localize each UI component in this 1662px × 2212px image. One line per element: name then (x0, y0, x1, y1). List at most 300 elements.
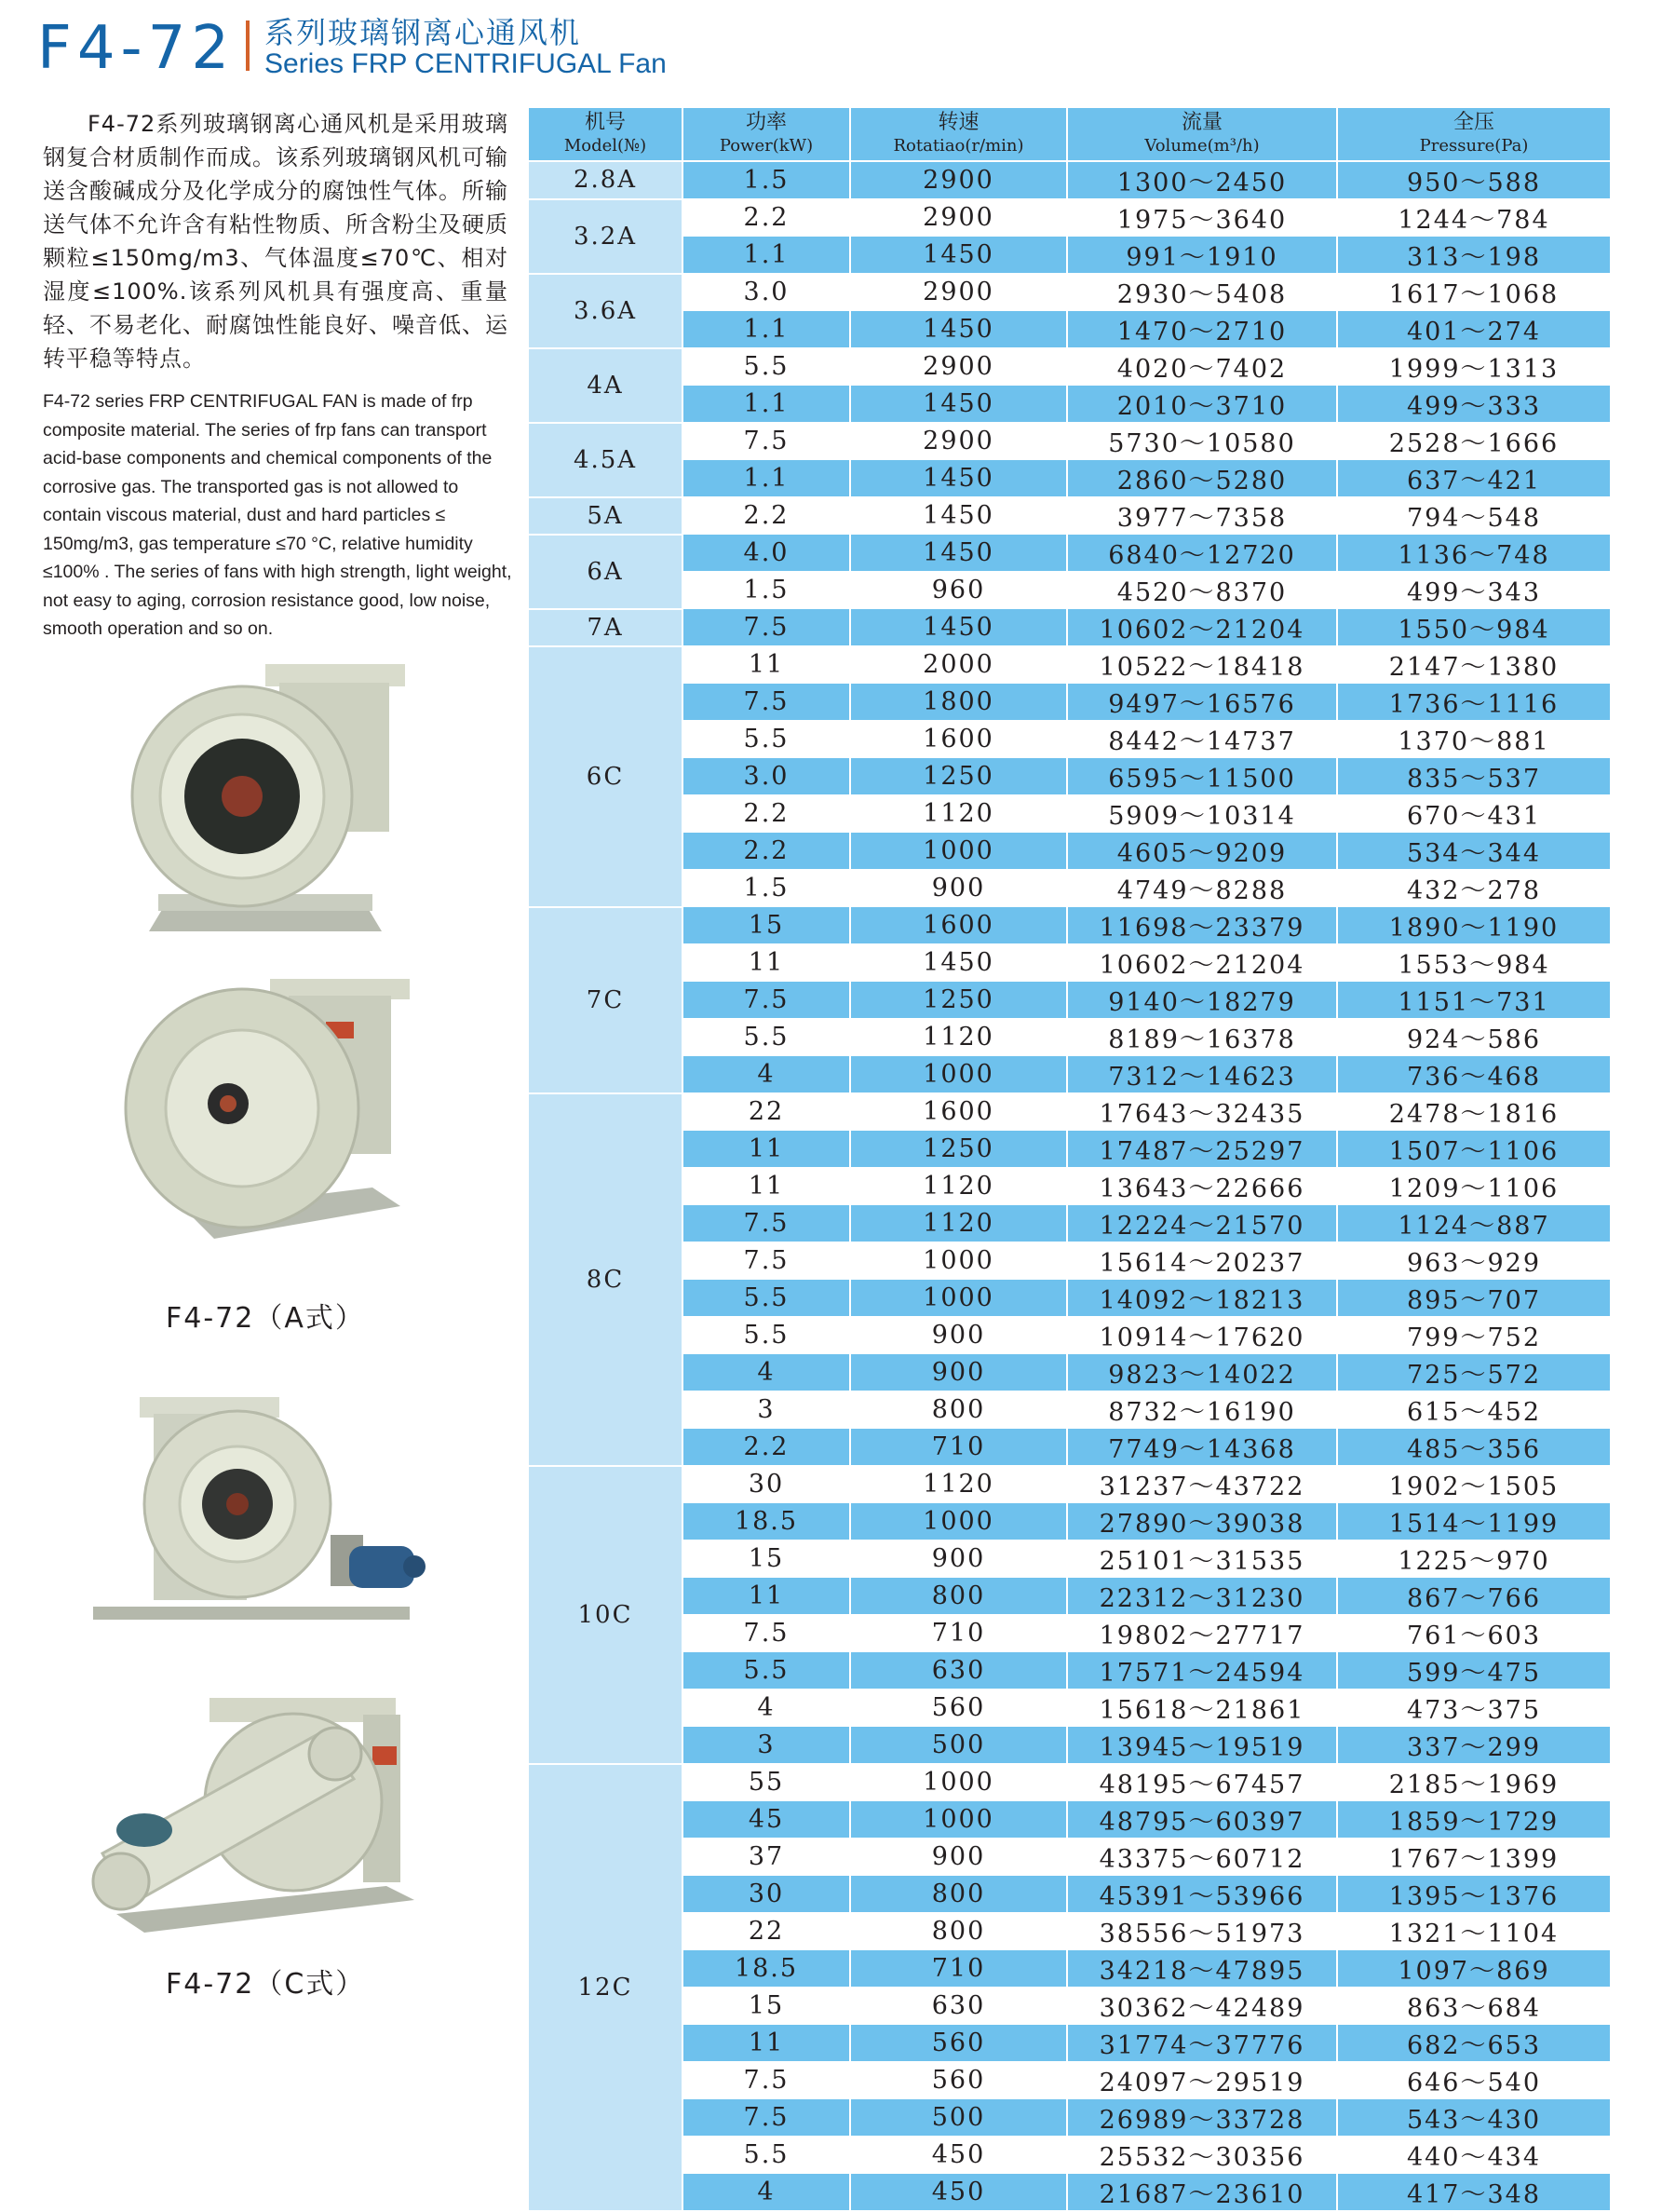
table-row (529, 1056, 1611, 1093)
power-cell: 3.0 (682, 758, 850, 795)
volume-cell: 6840～12720 (1067, 535, 1337, 572)
table-row (529, 1913, 1611, 1950)
pressure-cell: 543～430 (1337, 2099, 1611, 2137)
volume-cell: 13643～22666 (1067, 1168, 1337, 1205)
pressure-cell: 867～766 (1337, 1578, 1611, 1615)
speed-cell: 800 (850, 1391, 1067, 1429)
pressure-cell: 1514～1199 (1337, 1503, 1611, 1540)
table-row (529, 1690, 1611, 1727)
volume-cell: 7312～14623 (1067, 1056, 1337, 1093)
header-pressure: 全压 Pressure(Pa) (1337, 108, 1611, 161)
pressure-cell: 963～929 (1337, 1242, 1611, 1280)
model-cell: 3.2A (529, 199, 682, 274)
table-row (529, 1950, 1611, 1988)
pressure-cell: 1617～1068 (1337, 274, 1611, 311)
table-row (529, 161, 1611, 199)
power-cell: 5.5 (682, 348, 850, 386)
volume-cell: 7749～14368 (1067, 1429, 1337, 1466)
volume-cell: 8442～14737 (1067, 721, 1337, 758)
volume-cell: 48795～60397 (1067, 1801, 1337, 1839)
speed-cell: 1250 (850, 1131, 1067, 1168)
pressure-cell: 440～434 (1337, 2137, 1611, 2174)
pressure-cell: 1244～784 (1337, 199, 1611, 237)
speed-cell: 1000 (850, 1280, 1067, 1317)
pressure-cell: 1209～1106 (1337, 1168, 1611, 1205)
power-cell: 7.5 (682, 609, 850, 646)
table-row (529, 1540, 1611, 1578)
pressure-cell: 761～603 (1337, 1615, 1611, 1652)
speed-cell: 1000 (850, 1801, 1067, 1839)
fan-a-image-1 (102, 657, 419, 945)
pressure-cell: 485～356 (1337, 1429, 1611, 1466)
table-row (529, 944, 1611, 982)
table-row (529, 2099, 1611, 2137)
pressure-cell: 1136～748 (1337, 535, 1611, 572)
model-cell: 12C (529, 1764, 682, 2211)
power-cell: 11 (682, 944, 850, 982)
speed-cell: 560 (850, 2062, 1067, 2099)
volume-cell: 2860～5280 (1067, 460, 1337, 497)
table-row (529, 1652, 1611, 1690)
power-cell: 1.5 (682, 572, 850, 609)
volume-cell: 45391～53966 (1067, 1876, 1337, 1913)
table-row (529, 460, 1611, 497)
volume-cell: 10522～18418 (1067, 646, 1337, 684)
table-row (529, 423, 1611, 460)
volume-cell: 11698～23379 (1067, 907, 1337, 944)
power-cell: 3.0 (682, 274, 850, 311)
table-row (529, 1317, 1611, 1354)
power-cell: 2.2 (682, 1429, 850, 1466)
volume-cell: 5909～10314 (1067, 795, 1337, 833)
volume-cell: 2930～5408 (1067, 274, 1337, 311)
pressure-cell: 1890～1190 (1337, 907, 1611, 944)
model-cell: 2.8A (529, 161, 682, 199)
volume-cell: 25101～31535 (1067, 1540, 1337, 1578)
fan-c-image-1 (74, 1388, 428, 1630)
volume-cell: 15618～21861 (1067, 1690, 1337, 1727)
power-cell: 5.5 (682, 1317, 850, 1354)
power-cell: 11 (682, 1578, 850, 1615)
power-cell: 2.2 (682, 497, 850, 535)
pressure-cell: 313～198 (1337, 237, 1611, 274)
pressure-cell: 924～586 (1337, 1019, 1611, 1056)
table-header-row (529, 108, 1611, 161)
volume-cell: 30362～42489 (1067, 1988, 1337, 2025)
speed-cell: 500 (850, 2099, 1067, 2137)
power-cell: 1.5 (682, 161, 850, 199)
power-cell: 11 (682, 646, 850, 684)
table-row (529, 1764, 1611, 1801)
pressure-cell: 2528～1666 (1337, 423, 1611, 460)
table-row (529, 1131, 1611, 1168)
pressure-cell: 1859～1729 (1337, 1801, 1611, 1839)
pressure-cell: 1507～1106 (1337, 1131, 1611, 1168)
volume-cell: 13945～19519 (1067, 1727, 1337, 1764)
volume-cell: 17571～24594 (1067, 1652, 1337, 1690)
power-cell: 30 (682, 1466, 850, 1503)
table-row (529, 2174, 1611, 2211)
volume-cell: 22312～31230 (1067, 1578, 1337, 1615)
power-cell: 4 (682, 1690, 850, 1727)
speed-cell: 1000 (850, 1056, 1067, 1093)
speed-cell: 1800 (850, 684, 1067, 721)
volume-cell: 8189～16378 (1067, 1019, 1337, 1056)
power-cell: 1.1 (682, 460, 850, 497)
pressure-cell: 401～274 (1337, 311, 1611, 348)
model-cell: 4.5A (529, 423, 682, 497)
model-cell: 6C (529, 646, 682, 907)
power-cell: 11 (682, 1168, 850, 1205)
speed-cell: 900 (850, 1354, 1067, 1391)
power-cell: 18.5 (682, 1950, 850, 1988)
pressure-cell: 599～475 (1337, 1652, 1611, 1690)
power-cell: 37 (682, 1839, 850, 1876)
power-cell: 4.0 (682, 535, 850, 572)
volume-cell: 24097～29519 (1067, 2062, 1337, 2099)
table-row (529, 1019, 1611, 1056)
speed-cell: 1120 (850, 1019, 1067, 1056)
speed-cell: 800 (850, 1913, 1067, 1950)
power-cell: 15 (682, 1988, 850, 2025)
pressure-cell: 337～299 (1337, 1727, 1611, 1764)
power-cell: 7.5 (682, 982, 850, 1019)
table-row (529, 2137, 1611, 2174)
pressure-cell: 1999～1313 (1337, 348, 1611, 386)
speed-cell: 1250 (850, 758, 1067, 795)
table-row (529, 1876, 1611, 1913)
pressure-cell: 1550～984 (1337, 609, 1611, 646)
power-cell: 22 (682, 1913, 850, 1950)
power-cell: 4 (682, 1354, 850, 1391)
table-row (529, 833, 1611, 870)
model-cell: 7C (529, 907, 682, 1093)
speed-cell: 630 (850, 1988, 1067, 2025)
speed-cell: 1600 (850, 1093, 1067, 1131)
volume-cell: 4605～9209 (1067, 833, 1337, 870)
volume-cell: 9497～16576 (1067, 684, 1337, 721)
pressure-cell: 615～452 (1337, 1391, 1611, 1429)
speed-cell: 1120 (850, 1466, 1067, 1503)
pressure-cell: 794～548 (1337, 497, 1611, 535)
table-row (529, 982, 1611, 1019)
caption-type-a: F4-72（A式） (166, 1302, 365, 1335)
model-cell: 4A (529, 348, 682, 423)
speed-cell: 710 (850, 1429, 1067, 1466)
volume-cell: 5730～10580 (1067, 423, 1337, 460)
pressure-cell: 534～344 (1337, 833, 1611, 870)
volume-cell: 17643～32435 (1067, 1093, 1337, 1131)
volume-cell: 10914～17620 (1067, 1317, 1337, 1354)
speed-cell: 1450 (850, 311, 1067, 348)
power-cell: 7.5 (682, 2062, 850, 2099)
volume-cell: 10602～21204 (1067, 944, 1337, 982)
table-row (529, 199, 1611, 237)
speed-cell: 2900 (850, 274, 1067, 311)
table-row (529, 274, 1611, 311)
power-cell: 45 (682, 1801, 850, 1839)
pressure-cell: 863～684 (1337, 1988, 1611, 2025)
volume-cell: 26989～33728 (1067, 2099, 1337, 2137)
table-row (529, 1988, 1611, 2025)
speed-cell: 560 (850, 2025, 1067, 2062)
volume-cell: 12224～21570 (1067, 1205, 1337, 1242)
power-cell: 11 (682, 1131, 850, 1168)
table-row (529, 1801, 1611, 1839)
speed-cell: 1000 (850, 833, 1067, 870)
speed-cell: 1450 (850, 386, 1067, 423)
table-row (529, 2062, 1611, 2099)
header-power: 功率 Power(kW) (682, 108, 850, 161)
table-row (529, 609, 1611, 646)
power-cell: 2.2 (682, 795, 850, 833)
pressure-cell: 1225～970 (1337, 1540, 1611, 1578)
pressure-cell: 799～752 (1337, 1317, 1611, 1354)
header-model: 机号 Model(№) (529, 108, 682, 161)
pressure-cell: 1767～1399 (1337, 1839, 1611, 1876)
table-row (529, 1205, 1611, 1242)
volume-cell: 17487～25297 (1067, 1131, 1337, 1168)
volume-cell: 43375～60712 (1067, 1839, 1337, 1876)
pressure-cell: 499～343 (1337, 572, 1611, 609)
speed-cell: 1450 (850, 497, 1067, 535)
power-cell: 7.5 (682, 1242, 850, 1280)
speed-cell: 1000 (850, 1503, 1067, 1540)
table-row (529, 646, 1611, 684)
table-row (529, 1503, 1611, 1540)
speed-cell: 800 (850, 1578, 1067, 1615)
power-cell: 7.5 (682, 1205, 850, 1242)
power-cell: 5.5 (682, 1280, 850, 1317)
header-speed: 转速 Rotatiao(r/min) (850, 108, 1067, 161)
power-cell: 2.2 (682, 199, 850, 237)
volume-cell: 48195～67457 (1067, 1764, 1337, 1801)
table-row (529, 1242, 1611, 1280)
title-chinese: 系列玻璃钢离心通风机 (264, 15, 582, 50)
speed-cell: 1000 (850, 1242, 1067, 1280)
pressure-cell: 637～421 (1337, 460, 1611, 497)
volume-cell: 2010～3710 (1067, 386, 1337, 423)
speed-cell: 1120 (850, 1168, 1067, 1205)
volume-cell: 31774～37776 (1067, 2025, 1337, 2062)
volume-cell: 21687～23610 (1067, 2174, 1337, 2211)
power-cell: 15 (682, 907, 850, 944)
power-cell: 1.1 (682, 311, 850, 348)
power-cell: 5.5 (682, 721, 850, 758)
speed-cell: 900 (850, 1317, 1067, 1354)
volume-cell: 27890～39038 (1067, 1503, 1337, 1540)
fan-a-image-2 (102, 973, 419, 1253)
pressure-cell: 670～431 (1337, 795, 1611, 833)
speed-cell: 960 (850, 572, 1067, 609)
table-row (529, 572, 1611, 609)
volume-cell: 1470～2710 (1067, 311, 1337, 348)
pressure-cell: 417～348 (1337, 2174, 1611, 2211)
table-row (529, 1578, 1611, 1615)
power-cell: 15 (682, 1540, 850, 1578)
volume-cell: 3977～7358 (1067, 497, 1337, 535)
power-cell: 2.2 (682, 833, 850, 870)
speed-cell: 710 (850, 1950, 1067, 1988)
table-row (529, 2025, 1611, 2062)
model-cell: 5A (529, 497, 682, 535)
pressure-cell: 2478～1816 (1337, 1093, 1611, 1131)
fan-c-image-2 (88, 1690, 433, 1942)
speed-cell: 1450 (850, 535, 1067, 572)
pressure-cell: 1124～887 (1337, 1205, 1611, 1242)
volume-cell: 19802～27717 (1067, 1615, 1337, 1652)
volume-cell: 34218～47895 (1067, 1950, 1337, 1988)
description-english: F4-72 series FRP CENTRIFUGAL FAN is made of frp composite material. The series of frp fans can transport acid-base components and chemical components of the corrosive gas. The transported gas is not allowed to contain viscous material, dust and hard particles ≤ 150mg/m3, gas temperature ≤70 °C, relative humidity ≤100% . The series of fans with high strength, light weight, not easy to aging, corrosion resistance good, low noise, smooth operation and so on. (43, 391, 512, 639)
power-cell: 7.5 (682, 2099, 850, 2137)
title-english: Series FRP CENTRIFUGAL Fan (264, 48, 667, 79)
table-row (529, 1093, 1611, 1131)
table-row (529, 237, 1611, 274)
power-cell: 5.5 (682, 2137, 850, 2174)
volume-cell: 9823～14022 (1067, 1354, 1337, 1391)
power-cell: 3 (682, 1727, 850, 1764)
title-divider (246, 20, 250, 71)
table-body (529, 161, 1611, 2211)
power-cell: 1.1 (682, 386, 850, 423)
pressure-cell: 950～588 (1337, 161, 1611, 199)
model-cell: 3.6A (529, 274, 682, 348)
speed-cell: 2900 (850, 161, 1067, 199)
volume-cell: 15614～20237 (1067, 1242, 1337, 1280)
model-cell: 7A (529, 609, 682, 646)
table-row (529, 758, 1611, 795)
power-cell: 5.5 (682, 1652, 850, 1690)
power-cell: 7.5 (682, 423, 850, 460)
pressure-cell: 725～572 (1337, 1354, 1611, 1391)
power-cell: 11 (682, 2025, 850, 2062)
volume-cell: 991～1910 (1067, 237, 1337, 274)
table-row (529, 907, 1611, 944)
table-row (529, 684, 1611, 721)
pressure-cell: 1151～731 (1337, 982, 1611, 1019)
volume-cell: 25532～30356 (1067, 2137, 1337, 2174)
pressure-cell: 895～707 (1337, 1280, 1611, 1317)
table-row (529, 386, 1611, 423)
volume-cell: 8732～16190 (1067, 1391, 1337, 1429)
speed-cell: 1600 (850, 907, 1067, 944)
table-row (529, 1391, 1611, 1429)
speed-cell: 500 (850, 1727, 1067, 1764)
speed-cell: 1450 (850, 944, 1067, 982)
header-volume: 流量 Volume(m³/h) (1067, 108, 1337, 161)
pressure-cell: 2147～1380 (1337, 646, 1611, 684)
speed-cell: 1450 (850, 237, 1067, 274)
power-cell: 3 (682, 1391, 850, 1429)
speed-cell: 2900 (850, 348, 1067, 386)
table-row (529, 1354, 1611, 1391)
volume-cell: 9140～18279 (1067, 982, 1337, 1019)
table-row (529, 721, 1611, 758)
table-row (529, 1839, 1611, 1876)
power-cell: 4 (682, 2174, 850, 2211)
table-row (529, 497, 1611, 535)
volume-cell: 14092～18213 (1067, 1280, 1337, 1317)
power-cell: 1.1 (682, 237, 850, 274)
volume-cell: 4520～8370 (1067, 572, 1337, 609)
speed-cell: 900 (850, 1839, 1067, 1876)
volume-cell: 10602～21204 (1067, 609, 1337, 646)
model-cell: 6A (529, 535, 682, 609)
power-cell: 4 (682, 1056, 850, 1093)
table-row (529, 1466, 1611, 1503)
power-cell: 30 (682, 1876, 850, 1913)
volume-cell: 31237～43722 (1067, 1466, 1337, 1503)
power-cell: 55 (682, 1764, 850, 1801)
table-row (529, 1615, 1611, 1652)
model-cell: 10C (529, 1466, 682, 1764)
pressure-cell: 1370～881 (1337, 721, 1611, 758)
pressure-cell: 1097～869 (1337, 1950, 1611, 1988)
volume-cell: 6595～11500 (1067, 758, 1337, 795)
pressure-cell: 1321～1104 (1337, 1913, 1611, 1950)
speed-cell: 450 (850, 2174, 1067, 2211)
table-row (529, 535, 1611, 572)
speed-cell: 1600 (850, 721, 1067, 758)
pressure-cell: 499～333 (1337, 386, 1611, 423)
pressure-cell: 736～468 (1337, 1056, 1611, 1093)
volume-cell: 4749～8288 (1067, 870, 1337, 907)
pressure-cell: 473～375 (1337, 1690, 1611, 1727)
speed-cell: 450 (850, 2137, 1067, 2174)
power-cell: 1.5 (682, 870, 850, 907)
pressure-cell: 682～653 (1337, 2025, 1611, 2062)
speed-cell: 1120 (850, 795, 1067, 833)
speed-cell: 1450 (850, 609, 1067, 646)
table-row (529, 795, 1611, 833)
speed-cell: 630 (850, 1652, 1067, 1690)
table-row (529, 1280, 1611, 1317)
caption-type-c: F4-72（C式） (166, 1968, 366, 2001)
speed-cell: 800 (850, 1876, 1067, 1913)
pressure-cell: 835～537 (1337, 758, 1611, 795)
volume-cell: 1300～2450 (1067, 161, 1337, 199)
power-cell: 22 (682, 1093, 850, 1131)
speed-cell: 900 (850, 870, 1067, 907)
pressure-cell: 1902～1505 (1337, 1466, 1611, 1503)
volume-cell: 38556～51973 (1067, 1913, 1337, 1950)
volume-cell: 4020～7402 (1067, 348, 1337, 386)
speed-cell: 2000 (850, 646, 1067, 684)
power-cell: 5.5 (682, 1019, 850, 1056)
pressure-cell: 2185～1969 (1337, 1764, 1611, 1801)
model-title: F4-72 (37, 14, 236, 83)
specification-table (529, 108, 1612, 2212)
volume-cell: 1975～3640 (1067, 199, 1337, 237)
table-row (529, 1727, 1611, 1764)
table-row (529, 1429, 1611, 1466)
table-row (529, 1168, 1611, 1205)
power-cell: 7.5 (682, 684, 850, 721)
table-row (529, 348, 1611, 386)
model-cell: 8C (529, 1093, 682, 1466)
table-row (529, 311, 1611, 348)
speed-cell: 1250 (850, 982, 1067, 1019)
speed-cell: 1450 (850, 460, 1067, 497)
power-cell: 7.5 (682, 1615, 850, 1652)
pressure-cell: 646～540 (1337, 2062, 1611, 2099)
pressure-cell: 432～278 (1337, 870, 1611, 907)
speed-cell: 1000 (850, 1764, 1067, 1801)
pressure-cell: 1553～984 (1337, 944, 1611, 982)
speed-cell: 2900 (850, 423, 1067, 460)
speed-cell: 900 (850, 1540, 1067, 1578)
pressure-cell: 1395～1376 (1337, 1876, 1611, 1913)
